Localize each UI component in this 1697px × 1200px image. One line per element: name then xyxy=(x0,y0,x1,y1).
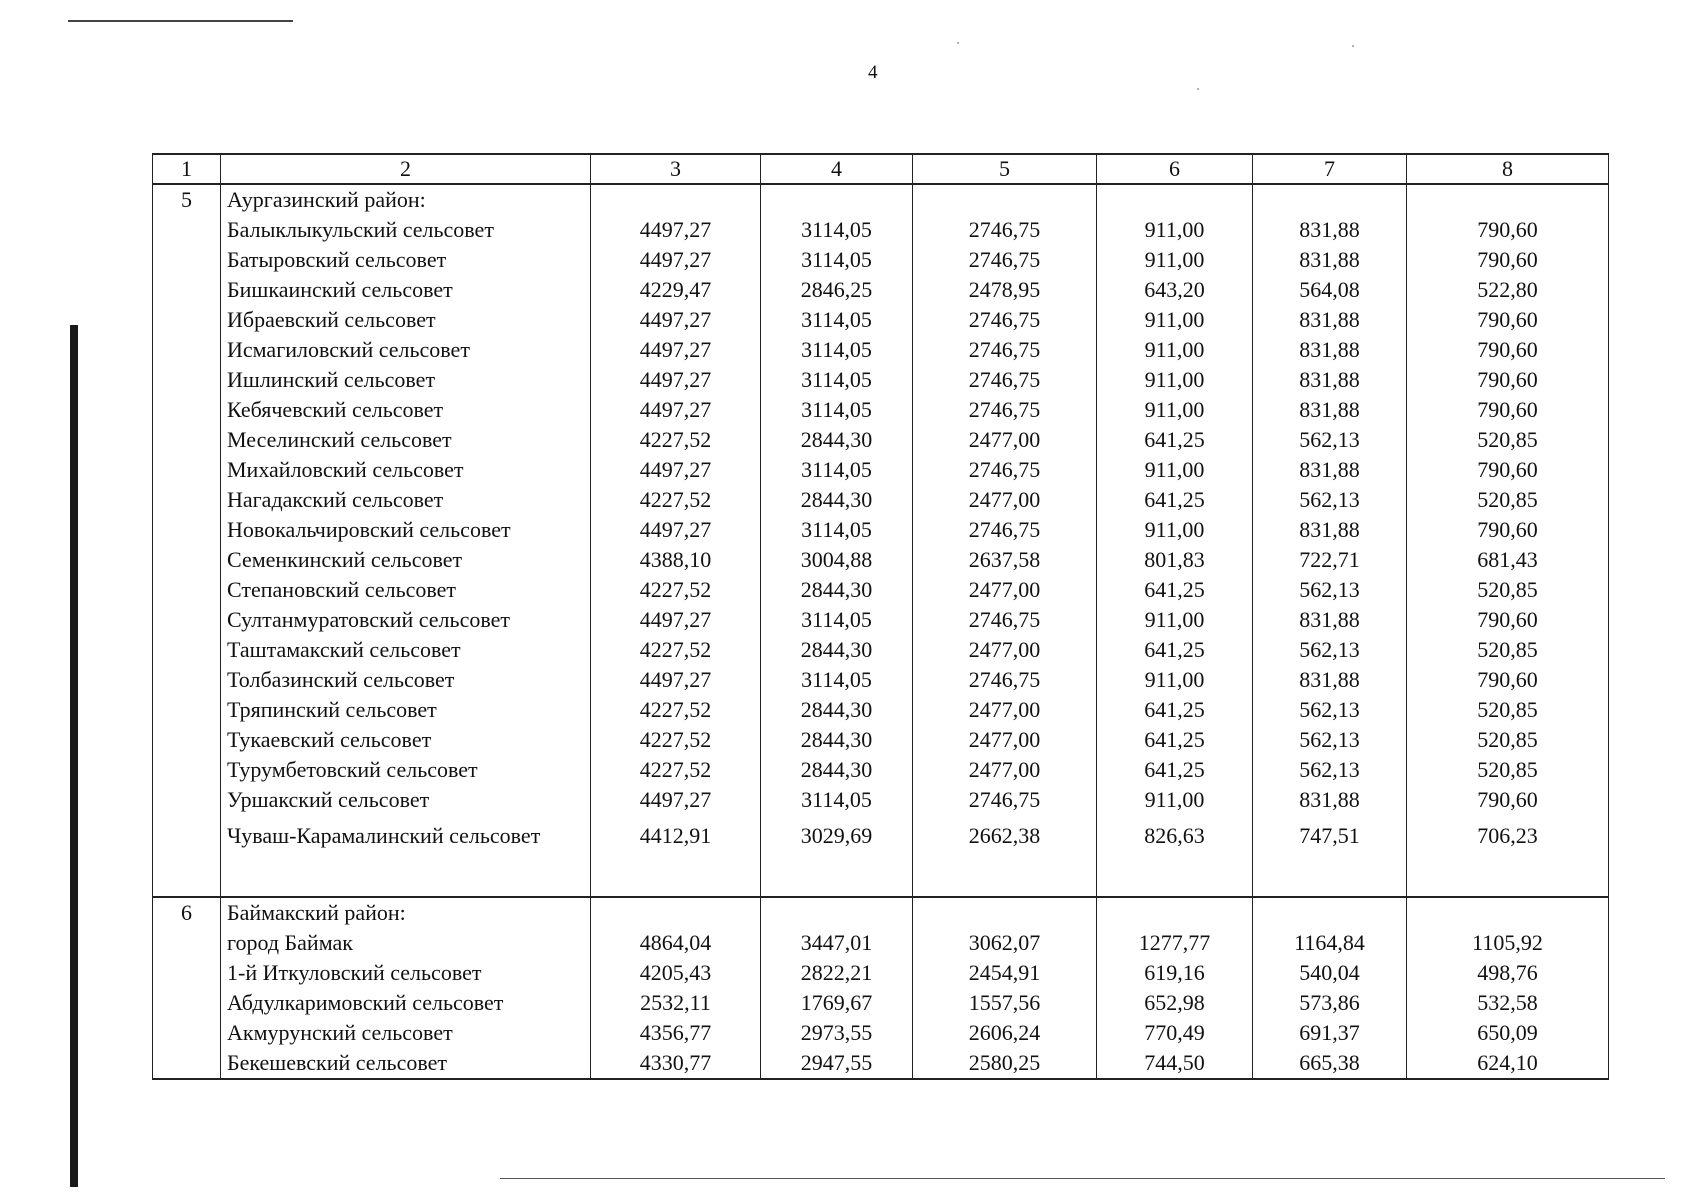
value-cell: 4227,52 xyxy=(591,575,761,605)
value-cell: 619,16 xyxy=(1097,958,1253,988)
row-name: Чуваш-Карамалинский сельсовет xyxy=(221,815,591,851)
value-cell: 831,88 xyxy=(1253,365,1407,395)
table-row xyxy=(153,785,1609,815)
value-cell: 747,51 xyxy=(1253,815,1407,851)
value-cell: 652,98 xyxy=(1097,988,1253,1018)
value-cell: 911,00 xyxy=(1097,455,1253,485)
col-header: 1 xyxy=(153,154,221,184)
value-cell: 4497,27 xyxy=(591,455,761,485)
value-cell: 2844,30 xyxy=(761,425,913,455)
empty-cell xyxy=(153,605,221,635)
table-row xyxy=(153,485,1609,515)
empty-cell xyxy=(1253,897,1407,928)
row-name: 1-й Иткуловский сельсовет xyxy=(221,958,591,988)
value-cell: 2478,95 xyxy=(913,275,1097,305)
value-cell: 3114,05 xyxy=(761,395,913,425)
value-cell: 4497,27 xyxy=(591,305,761,335)
spacer-row xyxy=(153,851,1609,897)
value-cell: 562,13 xyxy=(1253,695,1407,725)
group-number: 6 xyxy=(153,897,221,928)
value-cell: 831,88 xyxy=(1253,215,1407,245)
empty-cell xyxy=(153,575,221,605)
value-cell: 801,83 xyxy=(1097,545,1253,575)
value-cell: 3114,05 xyxy=(761,785,913,815)
row-name: Кебячевский сельсовет xyxy=(221,395,591,425)
row-name: Турумбетовский сельсовет xyxy=(221,755,591,785)
value-cell: 562,13 xyxy=(1253,635,1407,665)
group-number: 5 xyxy=(153,184,221,215)
value-cell: 562,13 xyxy=(1253,575,1407,605)
value-cell: 2477,00 xyxy=(913,695,1097,725)
empty-cell xyxy=(153,755,221,785)
value-cell: 4388,10 xyxy=(591,545,761,575)
value-cell: 2746,75 xyxy=(913,455,1097,485)
value-cell: 911,00 xyxy=(1097,215,1253,245)
table-row xyxy=(153,988,1609,1018)
value-cell: 2746,75 xyxy=(913,365,1097,395)
empty-cell xyxy=(153,785,221,815)
value-cell: 2662,38 xyxy=(913,815,1097,851)
value-cell: 790,60 xyxy=(1407,305,1609,335)
table-row xyxy=(153,515,1609,545)
value-cell: 790,60 xyxy=(1407,665,1609,695)
value-cell: 831,88 xyxy=(1253,455,1407,485)
value-cell: 790,60 xyxy=(1407,515,1609,545)
value-cell: 520,85 xyxy=(1407,725,1609,755)
value-cell: 681,43 xyxy=(1407,545,1609,575)
value-cell: 4205,43 xyxy=(591,958,761,988)
empty-cell xyxy=(153,928,221,958)
value-cell: 562,13 xyxy=(1253,425,1407,455)
value-cell: 2746,75 xyxy=(913,335,1097,365)
value-cell: 831,88 xyxy=(1253,305,1407,335)
value-cell: 4412,91 xyxy=(591,815,761,851)
value-cell: 831,88 xyxy=(1253,665,1407,695)
table-row xyxy=(153,1048,1609,1079)
table-row xyxy=(153,335,1609,365)
table-row xyxy=(153,635,1609,665)
scan-artifact-bottom-line xyxy=(500,1178,1665,1179)
value-cell: 2746,75 xyxy=(913,305,1097,335)
value-cell: 706,23 xyxy=(1407,815,1609,851)
value-cell: 3114,05 xyxy=(761,365,913,395)
value-cell: 2532,11 xyxy=(591,988,761,1018)
col-header: 6 xyxy=(1097,154,1253,184)
value-cell: 520,85 xyxy=(1407,755,1609,785)
value-cell: 2454,91 xyxy=(913,958,1097,988)
value-cell: 4497,27 xyxy=(591,335,761,365)
value-cell: 3114,05 xyxy=(761,335,913,365)
row-name: Толбазинский сельсовет xyxy=(221,665,591,695)
value-cell: 2844,30 xyxy=(761,485,913,515)
empty-cell xyxy=(153,1018,221,1048)
value-cell: 911,00 xyxy=(1097,305,1253,335)
table-row xyxy=(153,425,1609,455)
value-cell: 3062,07 xyxy=(913,928,1097,958)
value-cell: 2746,75 xyxy=(913,215,1097,245)
row-name: Исмагиловский сельсовет xyxy=(221,335,591,365)
value-cell: 2477,00 xyxy=(913,425,1097,455)
empty-cell xyxy=(153,305,221,335)
value-cell: 624,10 xyxy=(1407,1048,1609,1079)
value-cell: 826,63 xyxy=(1097,815,1253,851)
empty-cell xyxy=(153,515,221,545)
empty-cell xyxy=(591,184,761,215)
value-cell: 4497,27 xyxy=(591,605,761,635)
table-row xyxy=(153,665,1609,695)
value-cell: 831,88 xyxy=(1253,395,1407,425)
value-cell: 641,25 xyxy=(1097,725,1253,755)
empty-cell xyxy=(1407,851,1609,897)
row-name: Михайловский сельсовет xyxy=(221,455,591,485)
value-cell: 4227,52 xyxy=(591,725,761,755)
empty-cell xyxy=(761,851,913,897)
empty-cell xyxy=(153,665,221,695)
value-cell: 4356,77 xyxy=(591,1018,761,1048)
value-cell: 4229,47 xyxy=(591,275,761,305)
value-cell: 520,85 xyxy=(1407,575,1609,605)
value-cell: 2580,25 xyxy=(913,1048,1097,1079)
table-row xyxy=(153,695,1609,725)
value-cell: 4497,27 xyxy=(591,365,761,395)
row-name: Бишкаинский сельсовет xyxy=(221,275,591,305)
value-cell: 691,37 xyxy=(1253,1018,1407,1048)
empty-cell xyxy=(1407,184,1609,215)
row-name: Степановский сельсовет xyxy=(221,575,591,605)
value-cell: 2746,75 xyxy=(913,605,1097,635)
table-row xyxy=(153,958,1609,988)
empty-cell xyxy=(913,897,1097,928)
value-cell: 498,76 xyxy=(1407,958,1609,988)
table-row xyxy=(153,245,1609,275)
empty-cell xyxy=(913,851,1097,897)
value-cell: 4497,27 xyxy=(591,215,761,245)
value-cell: 2477,00 xyxy=(913,635,1097,665)
value-cell: 2746,75 xyxy=(913,515,1097,545)
value-cell: 540,04 xyxy=(1253,958,1407,988)
empty-cell xyxy=(153,425,221,455)
value-cell: 790,60 xyxy=(1407,605,1609,635)
col-header: 4 xyxy=(761,154,913,184)
empty-cell xyxy=(913,184,1097,215)
value-cell: 2477,00 xyxy=(913,755,1097,785)
value-cell: 831,88 xyxy=(1253,515,1407,545)
value-cell: 4227,52 xyxy=(591,695,761,725)
empty-cell xyxy=(1097,184,1253,215)
table-row xyxy=(153,815,1609,851)
value-cell: 790,60 xyxy=(1407,215,1609,245)
value-cell: 2844,30 xyxy=(761,575,913,605)
value-cell: 911,00 xyxy=(1097,605,1253,635)
value-cell: 1557,56 xyxy=(913,988,1097,1018)
value-cell: 2637,58 xyxy=(913,545,1097,575)
row-name: Батыровский сельсовет xyxy=(221,245,591,275)
value-cell: 790,60 xyxy=(1407,365,1609,395)
value-cell: 790,60 xyxy=(1407,785,1609,815)
value-cell: 2746,75 xyxy=(913,665,1097,695)
empty-cell xyxy=(153,275,221,305)
value-cell: 4227,52 xyxy=(591,755,761,785)
empty-cell xyxy=(761,897,913,928)
value-cell: 3004,88 xyxy=(761,545,913,575)
value-cell: 2947,55 xyxy=(761,1048,913,1079)
value-cell: 3029,69 xyxy=(761,815,913,851)
empty-cell xyxy=(153,245,221,275)
empty-cell xyxy=(1253,184,1407,215)
value-cell: 911,00 xyxy=(1097,365,1253,395)
table-row xyxy=(153,455,1609,485)
value-cell: 2746,75 xyxy=(913,785,1097,815)
table-row xyxy=(153,725,1609,755)
row-name: Тукаевский сельсовет xyxy=(221,725,591,755)
value-cell: 831,88 xyxy=(1253,605,1407,635)
col-header: 7 xyxy=(1253,154,1407,184)
scan-artifact-left-bar xyxy=(70,325,78,1187)
col-header: 5 xyxy=(913,154,1097,184)
empty-cell xyxy=(591,897,761,928)
value-cell: 911,00 xyxy=(1097,395,1253,425)
empty-cell xyxy=(153,815,221,851)
value-cell: 4330,77 xyxy=(591,1048,761,1079)
table-row xyxy=(153,215,1609,245)
value-cell: 831,88 xyxy=(1253,785,1407,815)
group-title-row xyxy=(153,184,1609,215)
header-row xyxy=(153,154,1609,184)
table-row xyxy=(153,1018,1609,1048)
value-cell: 2973,55 xyxy=(761,1018,913,1048)
row-name: Таштамакский сельсовет xyxy=(221,635,591,665)
empty-cell xyxy=(1097,851,1253,897)
value-cell: 520,85 xyxy=(1407,425,1609,455)
value-cell: 3114,05 xyxy=(761,455,913,485)
value-cell: 2477,00 xyxy=(913,485,1097,515)
value-cell: 911,00 xyxy=(1097,785,1253,815)
empty-cell xyxy=(761,184,913,215)
value-cell: 564,08 xyxy=(1253,275,1407,305)
empty-cell xyxy=(1097,897,1253,928)
empty-cell xyxy=(153,1048,221,1079)
table-row xyxy=(153,395,1609,425)
value-cell: 790,60 xyxy=(1407,395,1609,425)
value-cell: 1164,84 xyxy=(1253,928,1407,958)
row-name: Ибраевский сельсовет xyxy=(221,305,591,335)
row-name: Меселинский сельсовет xyxy=(221,425,591,455)
value-cell: 4227,52 xyxy=(591,485,761,515)
empty-cell xyxy=(1407,897,1609,928)
value-cell: 2746,75 xyxy=(913,395,1097,425)
empty-cell xyxy=(153,215,221,245)
value-cell: 562,13 xyxy=(1253,485,1407,515)
value-cell: 2844,30 xyxy=(761,755,913,785)
row-name: Ишлинский сельсовет xyxy=(221,365,591,395)
table-body xyxy=(153,184,1609,1079)
value-cell: 562,13 xyxy=(1253,755,1407,785)
value-cell: 641,25 xyxy=(1097,695,1253,725)
value-cell: 911,00 xyxy=(1097,245,1253,275)
empty-cell xyxy=(153,635,221,665)
value-cell: 3447,01 xyxy=(761,928,913,958)
empty-cell xyxy=(153,365,221,395)
value-cell: 643,20 xyxy=(1097,275,1253,305)
scan-artifact-top-line xyxy=(68,20,293,22)
value-cell: 2606,24 xyxy=(913,1018,1097,1048)
value-cell: 562,13 xyxy=(1253,725,1407,755)
value-cell: 3114,05 xyxy=(761,215,913,245)
empty-cell xyxy=(153,545,221,575)
table-row xyxy=(153,575,1609,605)
value-cell: 520,85 xyxy=(1407,485,1609,515)
value-cell: 770,49 xyxy=(1097,1018,1253,1048)
value-cell: 2844,30 xyxy=(761,725,913,755)
empty-cell xyxy=(153,695,221,725)
table-row xyxy=(153,605,1609,635)
value-cell: 2844,30 xyxy=(761,695,913,725)
value-cell: 532,58 xyxy=(1407,988,1609,1018)
value-cell: 520,85 xyxy=(1407,695,1609,725)
table-row xyxy=(153,928,1609,958)
scan-speck xyxy=(1352,45,1354,47)
value-cell: 744,50 xyxy=(1097,1048,1253,1079)
empty-cell xyxy=(153,725,221,755)
value-cell: 4497,27 xyxy=(591,515,761,545)
value-cell: 650,09 xyxy=(1407,1018,1609,1048)
col-header: 3 xyxy=(591,154,761,184)
empty-cell xyxy=(153,988,221,1018)
group-title-row xyxy=(153,897,1609,928)
value-cell: 641,25 xyxy=(1097,755,1253,785)
row-name: Тряпинский сельсовет xyxy=(221,695,591,725)
group-title: Баймакский район: xyxy=(221,897,591,928)
value-cell: 3114,05 xyxy=(761,245,913,275)
value-cell: 573,86 xyxy=(1253,988,1407,1018)
value-cell: 831,88 xyxy=(1253,245,1407,275)
table-row xyxy=(153,545,1609,575)
value-cell: 911,00 xyxy=(1097,665,1253,695)
value-cell: 4864,04 xyxy=(591,928,761,958)
page-number: 4 xyxy=(868,62,878,83)
empty-cell xyxy=(153,485,221,515)
value-cell: 3114,05 xyxy=(761,515,913,545)
row-name: Нагадакский сельсовет xyxy=(221,485,591,515)
col-header: 8 xyxy=(1407,154,1609,184)
value-cell: 3114,05 xyxy=(761,665,913,695)
empty-cell xyxy=(1253,851,1407,897)
row-name: Семенкинский сельсовет xyxy=(221,545,591,575)
value-cell: 1105,92 xyxy=(1407,928,1609,958)
empty-cell xyxy=(153,455,221,485)
row-name: Балыклыкульский сельсовет xyxy=(221,215,591,245)
empty-cell xyxy=(153,851,221,897)
value-cell: 4497,27 xyxy=(591,665,761,695)
row-name: Султанмуратовский сельсовет xyxy=(221,605,591,635)
value-cell: 3114,05 xyxy=(761,605,913,635)
scan-speck xyxy=(957,42,959,44)
value-cell: 722,71 xyxy=(1253,545,1407,575)
value-cell: 641,25 xyxy=(1097,425,1253,455)
value-cell: 2477,00 xyxy=(913,725,1097,755)
value-cell: 4227,52 xyxy=(591,425,761,455)
empty-cell xyxy=(591,851,761,897)
group-title: Аургазинский район: xyxy=(221,184,591,215)
value-cell: 1277,77 xyxy=(1097,928,1253,958)
col-header: 2 xyxy=(221,154,591,184)
value-cell: 790,60 xyxy=(1407,335,1609,365)
value-cell: 3114,05 xyxy=(761,305,913,335)
value-cell: 4497,27 xyxy=(591,395,761,425)
row-name: Новокальчировский сельсовет xyxy=(221,515,591,545)
value-cell: 4497,27 xyxy=(591,785,761,815)
row-name: Уршакский сельсовет xyxy=(221,785,591,815)
empty-cell xyxy=(153,958,221,988)
value-cell: 911,00 xyxy=(1097,335,1253,365)
scan-speck xyxy=(1197,88,1199,90)
value-cell: 641,25 xyxy=(1097,635,1253,665)
value-cell: 641,25 xyxy=(1097,485,1253,515)
row-name: Абдулкаримовский сельсовет xyxy=(221,988,591,1018)
row-name: город Баймак xyxy=(221,928,591,958)
value-cell: 522,80 xyxy=(1407,275,1609,305)
value-cell: 4227,52 xyxy=(591,635,761,665)
value-cell: 2477,00 xyxy=(913,575,1097,605)
empty-cell xyxy=(153,335,221,365)
value-cell: 2844,30 xyxy=(761,635,913,665)
table-row xyxy=(153,305,1609,335)
value-cell: 2846,25 xyxy=(761,275,913,305)
table-row xyxy=(153,275,1609,305)
table-row xyxy=(153,365,1609,395)
value-cell: 2746,75 xyxy=(913,245,1097,275)
value-cell: 4497,27 xyxy=(591,245,761,275)
value-cell: 911,00 xyxy=(1097,515,1253,545)
value-cell: 641,25 xyxy=(1097,575,1253,605)
value-cell: 520,85 xyxy=(1407,635,1609,665)
empty-cell xyxy=(221,851,591,897)
value-cell: 2822,21 xyxy=(761,958,913,988)
row-name: Бекешевский сельсовет xyxy=(221,1048,591,1079)
value-cell: 1769,67 xyxy=(761,988,913,1018)
row-name: Акмурунский сельсовет xyxy=(221,1018,591,1048)
table-row xyxy=(153,755,1609,785)
value-cell: 831,88 xyxy=(1253,335,1407,365)
value-cell: 790,60 xyxy=(1407,455,1609,485)
data-table xyxy=(152,153,1609,1080)
empty-cell xyxy=(153,395,221,425)
value-cell: 665,38 xyxy=(1253,1048,1407,1079)
value-cell: 790,60 xyxy=(1407,245,1609,275)
